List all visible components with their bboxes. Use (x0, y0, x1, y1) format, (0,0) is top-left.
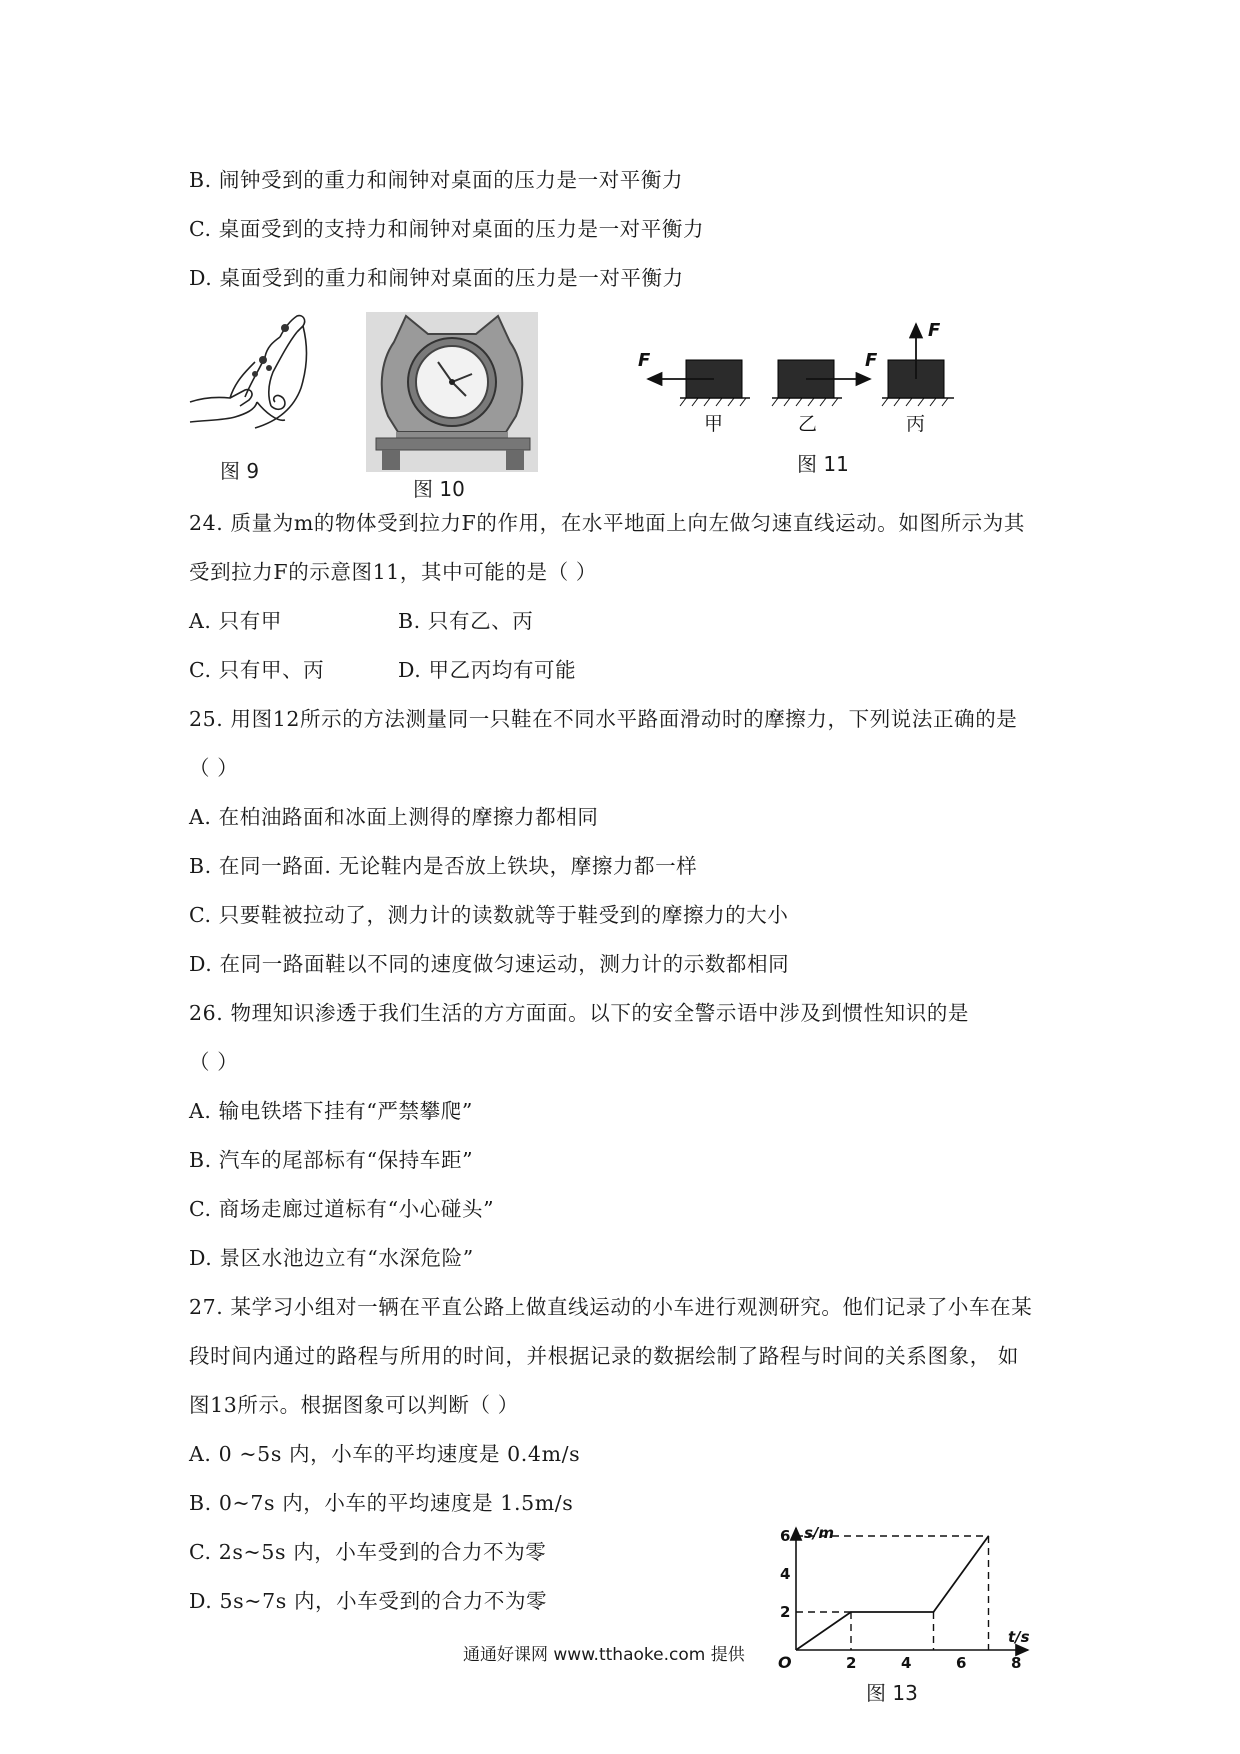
fig13-y-tick-6: 6 (780, 1527, 791, 1545)
question-26-line2: （ ） (189, 1050, 239, 1074)
option-25-b: B. 在同一路面. 无论鞋内是否放上铁块，摩擦力都一样 (189, 854, 698, 878)
question-26-line1: 26. 物理知识渗透于我们生活的方方面面。以下的安全警示语中涉及到惯性知识的是 (189, 1001, 970, 1025)
option-24-a: A. 只有甲 (189, 609, 282, 633)
option-27-d: D. 5s~7s 内，小车受到的合力不为零 (189, 1589, 548, 1613)
option-27-c: C. 2s~5s 内，小车受到的合力不为零 (189, 1540, 547, 1564)
fig13-y-tick-4: 4 (780, 1565, 791, 1583)
fig13-x-tick-6: 6 (956, 1654, 967, 1672)
option-23-c: C. 桌面受到的支持力和闹钟对桌面的压力是一对平衡力 (189, 217, 705, 241)
question-24-line1: 24. 质量为m的物体受到拉力F的作用，在水平地面上向左做匀速直线运动。如图所示为其 (189, 511, 1025, 535)
footer-watermark: 通通好课网 www.tthaoke.com 提供 (463, 1645, 745, 1665)
fig13-x-tick-8: 8 (1011, 1654, 1022, 1672)
option-27-b: B. 0~7s 内，小车的平均速度是 1.5m/s (189, 1491, 574, 1515)
fig13-x-tick-4: 4 (901, 1654, 912, 1672)
figure-10-caption: 图 10 (413, 477, 465, 501)
option-25-a: A. 在柏油路面和冰面上测得的摩擦力都相同 (189, 805, 599, 829)
figure-13-chart (770, 1522, 1040, 1672)
option-26-c: C. 商场走廊过道标有“小心碰头” (189, 1197, 495, 1221)
fig13-y-tick-2: 2 (780, 1603, 791, 1621)
option-24-b: B. 只有乙、丙 (398, 609, 534, 633)
option-23-b: B. 闹钟受到的重力和闹钟对桌面的压力是一对平衡力 (189, 168, 684, 192)
fig11-force-label-jia: F (638, 350, 651, 371)
fig13-ylabel: s/m (804, 1524, 835, 1542)
question-25-line1: 25. 用图12所示的方法测量同一只鞋在不同水平路面滑动时的摩擦力，下列说法正确的是 (189, 707, 1018, 731)
figure-11-caption: 图 11 (797, 452, 849, 476)
fig13-series-line (796, 1536, 989, 1650)
fig11-force-label-yi: F (865, 350, 878, 371)
option-25-c: C. 只要鞋被拉动了，测力计的读数就等于鞋受到的摩擦力的大小 (189, 903, 789, 927)
figure-9-image (185, 302, 315, 452)
figure-13-caption: 图 13 (866, 1681, 918, 1705)
fig13-origin: O (778, 1653, 792, 1672)
figure-9-caption: 图 9 (220, 459, 260, 483)
question-24-line2: 受到拉力F的示意图11，其中可能的是（ ） (189, 560, 597, 584)
option-26-b: B. 汽车的尾部标有“保持车距” (189, 1148, 474, 1172)
question-27-line3: 图13所示。根据图象可以判断（ ） (189, 1393, 519, 1417)
figure-10-image (366, 312, 538, 472)
figure-11-image (638, 318, 978, 438)
option-24-d: D. 甲乙丙均有可能 (398, 658, 577, 682)
option-23-d: D. 桌面受到的重力和闹钟对桌面的压力是一对平衡力 (189, 266, 684, 290)
fig11-label-jia: 甲 (704, 413, 724, 435)
question-27-line2: 段时间内通过的路程与所用的时间，并根据记录的数据绘制了路程与时间的关系图象， 如 (189, 1344, 1020, 1368)
question-25-line2: （ ） (189, 756, 239, 780)
fig13-x-tick-2: 2 (846, 1654, 857, 1672)
fig13-xlabel: t/s (1008, 1628, 1030, 1646)
option-26-a: A. 输电铁塔下挂有“严禁攀爬” (189, 1099, 473, 1123)
fig11-force-label-bing: F (928, 320, 941, 341)
option-26-d: D. 景区水池边立有“水深危险” (189, 1246, 474, 1270)
option-27-a: A. 0 ~5s 内，小车的平均速度是 0.4m/s (189, 1442, 581, 1466)
option-25-d: D. 在同一路面鞋以不同的速度做匀速运动，测力计的示数都相同 (189, 952, 790, 976)
option-24-c: C. 只有甲、丙 (189, 658, 325, 682)
fig11-label-yi: 乙 (798, 413, 818, 435)
question-27-line1: 27. 某学习小组对一辆在平直公路上做直线运动的小车进行观测研究。他们记录了小车在某 (189, 1295, 1033, 1319)
fig11-label-bing: 丙 (906, 413, 926, 435)
